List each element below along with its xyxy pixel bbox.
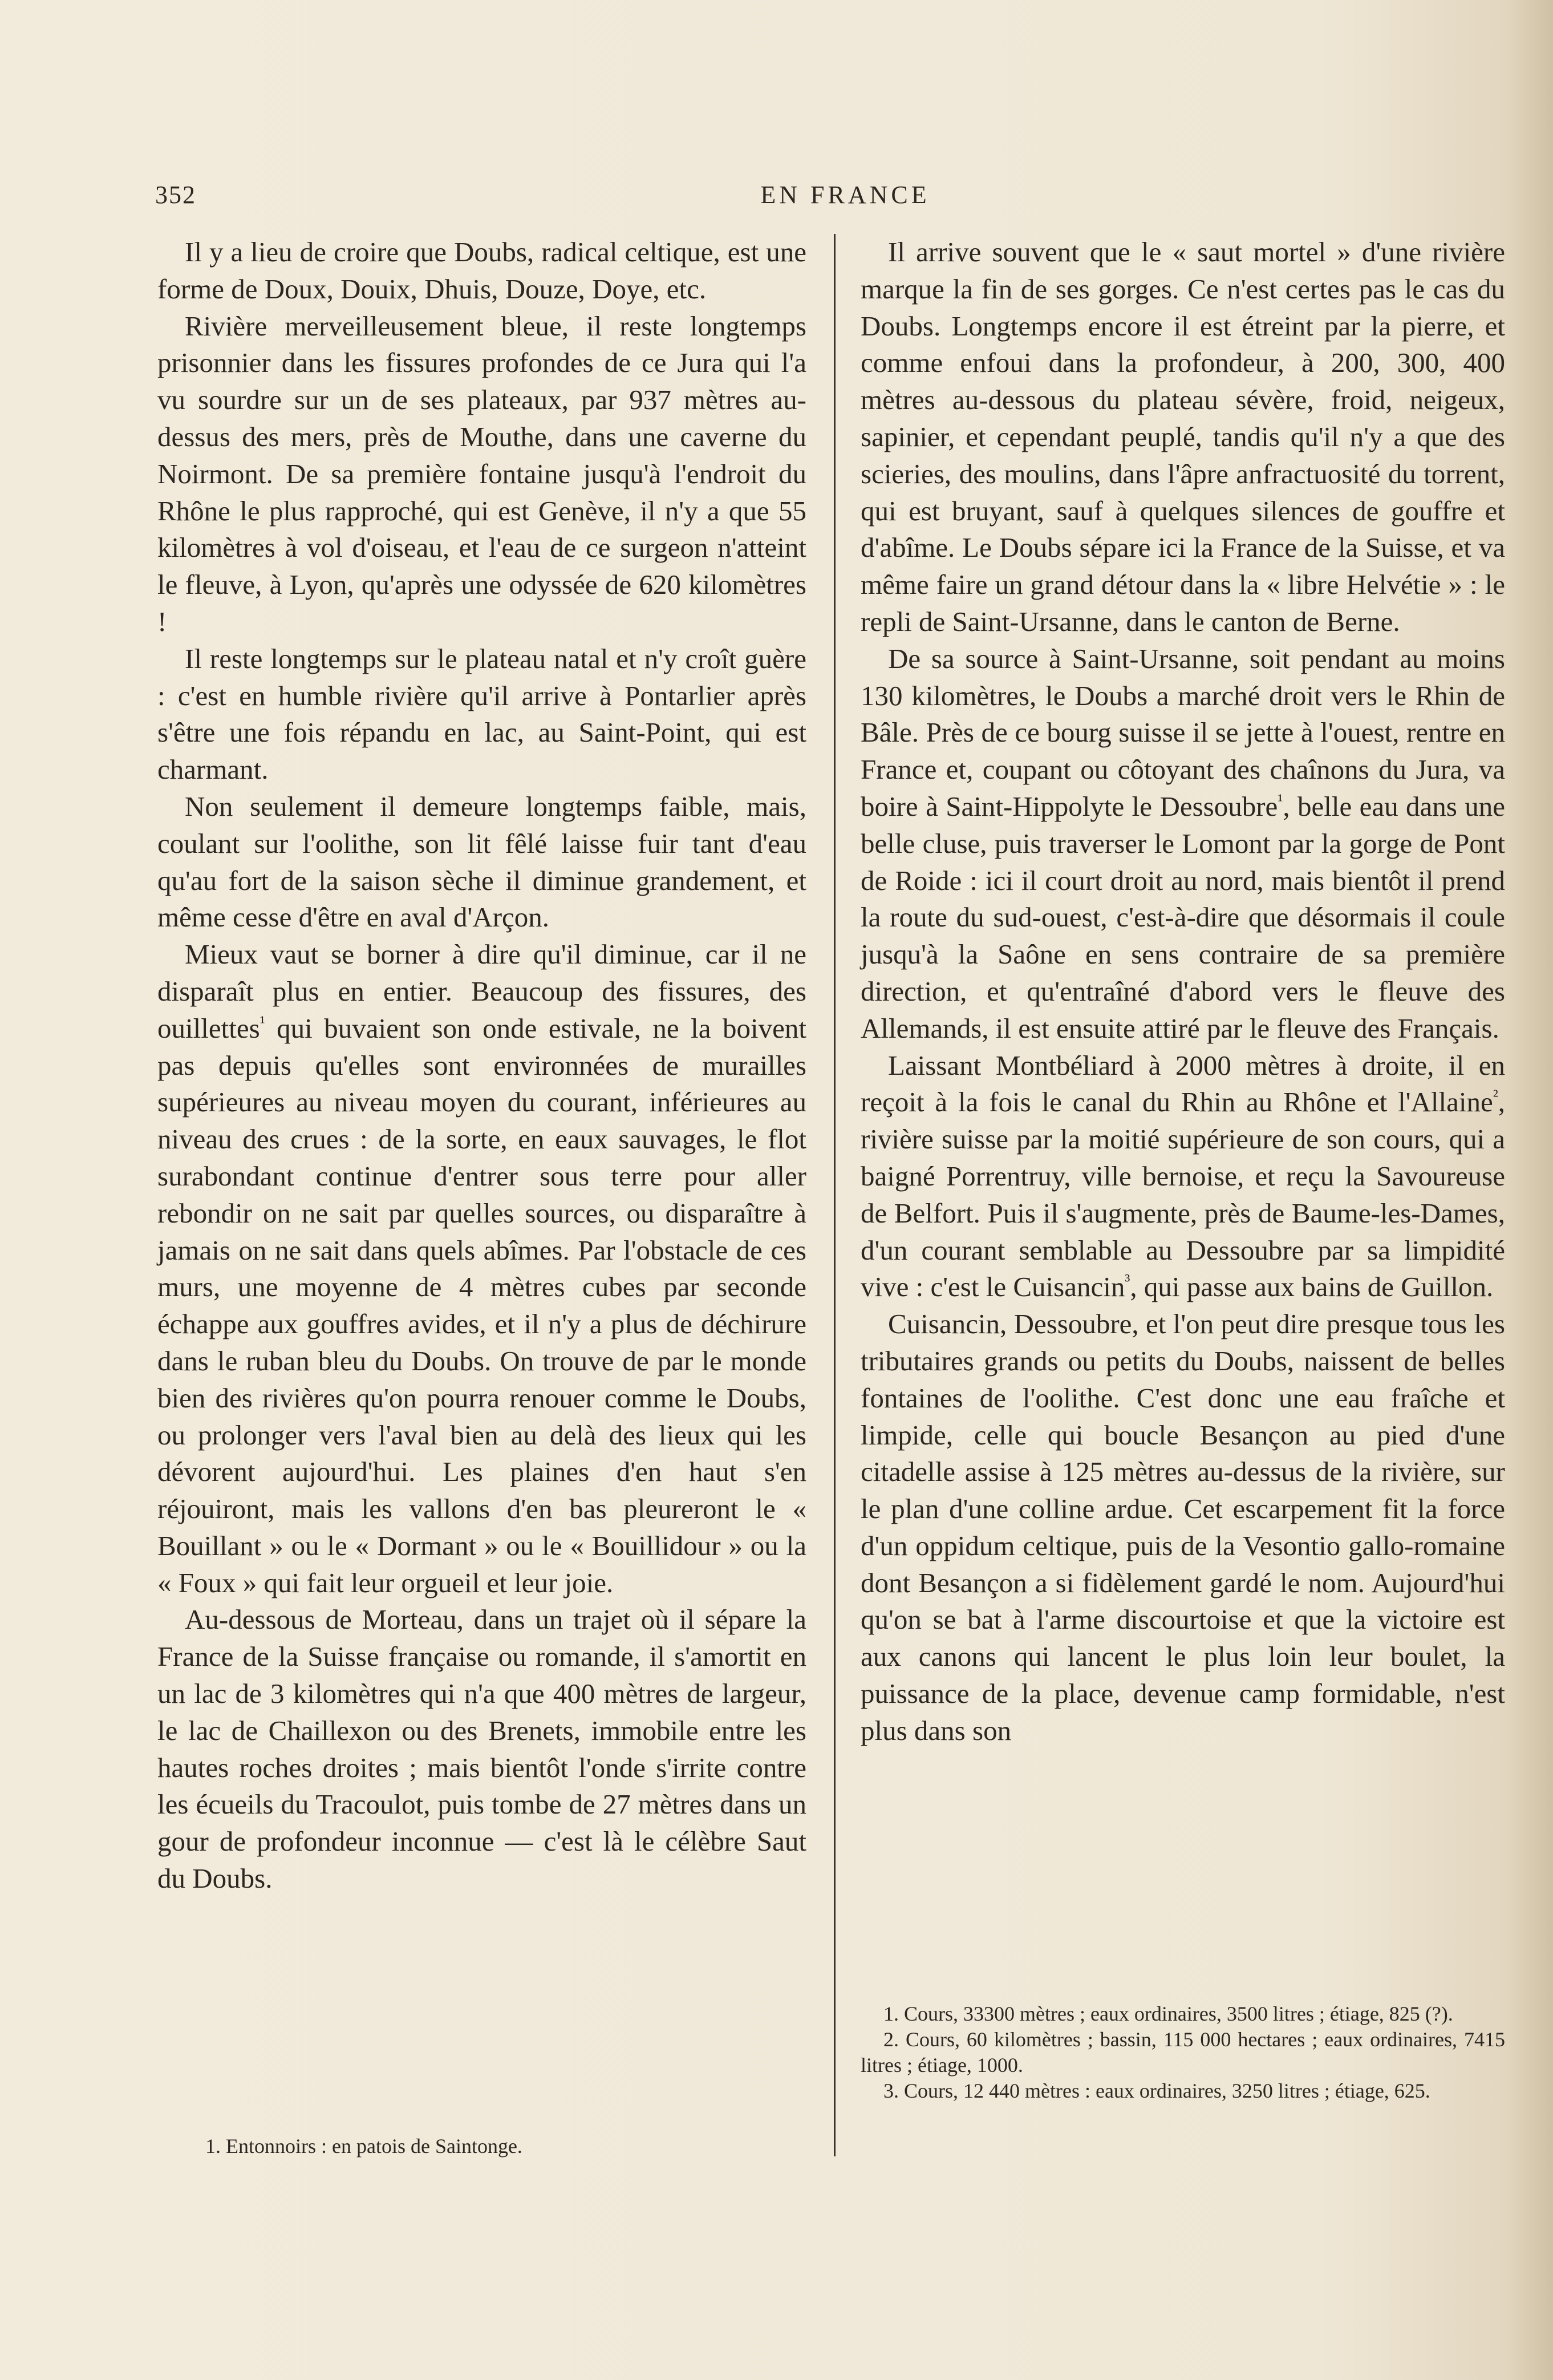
left-footnotes xyxy=(183,2134,804,2159)
paragraph xyxy=(861,641,1505,1047)
paragraph-text: , belle eau dans une belle cluse, puis traverser le Lomont par la gorge de Pont de Roide : ici il court droit au nord, mais bientôt il prend la route du sud-ouest, c'est-à-dire que désormais il coule jusqu'à la Saône en sens contraire de sa première direction, et qu'entraîné d'abord vers le fleuve des Allemands, il est ensuite attiré par le fleuve des Français. xyxy=(861,790,1505,1044)
paragraph xyxy=(861,1047,1505,1306)
paragraph: Rivière merveilleusement bleue, il reste longtemps prisonnier dans les fissures profondes de ce Jura qui l'a vu sourdre sur un de ses plateaux, par 937 mètres au-dessus des mers, près de Mouthe, dans une caverne du Noirmont. De sa première fontaine jusqu'à l'endroit du Rhône le plus rapproché, qui est Genève, il n'y a que 55 kilomètres à vol d'oiseau, et l'eau de ce surgeon n'atteint le fleuve, à Lyon, qu'après une odyssée de 620 kilomètres ! xyxy=(157,310,806,637)
paragraph-text: qui buvaient son onde estivale, ne la boivent pas depuis qu'elles sont environnées de murailles supérieures au niveau moyen du courant, inférieures au niveau des crues : de la sorte, en eaux sauvages, le flot surabondant continue d'entrer sous terre pour aller rebondir on ne sait par quelles sources, ou disparaître à jamais on ne sait dans quels abîmes. Par l'obstacle de ces murs, une moyenne de 4 mètres cubes par seconde échappe aux gouffres avides, et il n'y a plus de déchirure dans le ruban bleu du Doubs. On trouve de par le monde bien des rivières qu'on pourra renouer comme le Doubs, ou prolonger vers l'aval bien au delà des lieux qui les dévorent aujourd'hui. Les plaines d'en haut s'en réjouiront, mais les vallons d'en bas pleureront le « Bouillant » ou le « Dormant » ou le « Bouillidour » ou la « Foux » qui fait leur orgueil et leur joie. xyxy=(157,1012,806,1598)
paragraph-text: , qui passe aux bains de Guillon. xyxy=(1130,1271,1494,1303)
paragraph: Au-dessous de Morteau, dans un trajet où il sépare la France de la Suisse française ou romande, il s'amortit en un lac de 3 kilomètres qui n'a que 400 mètres de largeur, le lac de Chaillexon ou des Brenets, immobile entre les hautes roches droites ; mais bientôt l'onde s'irrite contre les écueils du Tracoulot, puis tombe de 27 mètres dans un gour de profondeur inconnue — c'est là le célèbre Saut du Doubs. xyxy=(157,1604,806,1895)
footnote-ref: ¹ xyxy=(259,1013,265,1032)
left-column xyxy=(157,234,806,1897)
footnote: 1. Entonnoirs : en patois de Saintonge. xyxy=(205,2135,522,2158)
paragraph: Il reste longtemps sur le plateau natal et n'y croît guère : c'est en humble rivière qu'il arrive à Pontarlier après s'être une fois répandu en lac, au Saint-Point, qui est charmant. xyxy=(157,642,806,786)
footnote: 1. Cours, 33300 mètres ; eaux ordinaires, 3500 litres ; étiage, 825 (?). xyxy=(883,2002,1453,2025)
paragraph: Non seulement il demeure longtemps faible, mais, coulant sur l'oolithe, son lit fêlé laisse fuir tant d'eau qu'au fort de la saison sèche il diminue grandement, et même cesse d'être en aval d'Arçon. xyxy=(157,790,806,933)
paragraph: Il arrive souvent que le « saut mortel » d'une rivière marque la fin de ses gorges. Ce n'est certes pas le cas du Doubs. Longtemps encore il est étreint par la pierre, et comme enfoui dans la profondeur, à 200, 300, 400 mètres au-dessous du plateau sévère, froid, neigeux, sapinier, et cependant peuplé, tandis qu'il n'y a que des scieries, des moulins, dans l'âpre anfractuosité du torrent, qui est bruyant, sauf à quelques silences de gouffre et d'abîme. Le Doubs sépare ici la France de la Suisse, et va même faire un grand détour dans la « libre Helvétie » : le repli de Saint-Ursanne, dans le canton de Berne. xyxy=(861,236,1505,637)
paragraph: Cuisancin, Dessoubre, et l'on peut dire presque tous les tributaires grands ou petits du Doubs, naissent de belles fontaines de l'oolithe. C'est donc une eau fraîche et limpide, celle qui boucle Besançon au pied d'une citadelle assise à 125 mètres au-dessus de la rivière, sur le plan d'une colline ardue. Cet escarpement fit la force d'un oppidum celtique, puis de la Vesontio gallo-romaine dont Besançon a si fidèlement gardé le nom. Aujourd'hui qu'on se bat à l'arme discourtoise et que la victoire est aux canons qui lancent le plus loin leur boulet, la puissance de la place, devenue camp formidable, n'est plus dans son xyxy=(861,1308,1505,1746)
page-header xyxy=(155,180,1513,214)
paragraph xyxy=(157,936,806,1601)
running-head: EN FRANCE xyxy=(760,181,930,209)
paragraph-text: Laissant Montbéliard à 2000 mètres à droite, il en reçoit à la fois le canal du Rhin au Rhône et l'Allaine xyxy=(861,1049,1505,1118)
footnote-ref: ¹ xyxy=(1278,791,1283,810)
right-column xyxy=(861,234,1505,1750)
column-divider xyxy=(834,234,836,2156)
footnote: 3. Cours, 12 440 mètres : eaux ordinaires, 3250 litres ; étiage, 625. xyxy=(883,2079,1430,2102)
paragraph-text: Mieux vaut se borner à dire qu'il diminue, car il ne disparaît plus en entier. Beaucoup des fissures, des ouillettes xyxy=(157,938,806,1044)
page-number: 352 xyxy=(155,181,196,209)
paragraph: Il y a lieu de croire que Doubs, radical celtique, est une forme de Doux, Douix, Dhuis, Douze, Doye, etc. xyxy=(157,236,806,305)
footnote-ref: ³ xyxy=(1125,1271,1130,1290)
paragraph-text: , rivière suisse par la moitié supérieure de son cours, qui a baigné Porrentruy, ville bernoise, et reçu la Savoureuse de Belfort. Puis il s'augmente, près de Baume-les-Dames, d'un courant semblable au Dessoubre par sa limpidité vive : c'est le Cuisancin xyxy=(861,1086,1505,1303)
paragraph-text: De sa source à Saint-Ursanne, soit pendant au moins 130 kilomètres, le Doubs a marché droit vers le Rhin de Bâle. Près de ce bourg suisse il se jette à l'ouest, rentre en France et, coupant ou côtoyant des chaînons du Jura, va boire à Saint-Hippolyte le Dessoubre xyxy=(861,642,1505,822)
right-footnotes xyxy=(861,2001,1505,2104)
footnote-ref: ² xyxy=(1493,1087,1498,1106)
footnote: 2. Cours, 60 kilomètres ; bassin, 115 000 hectares ; eaux ordinaires, 7415 litres ; étiage, 1000. xyxy=(861,2028,1505,2077)
